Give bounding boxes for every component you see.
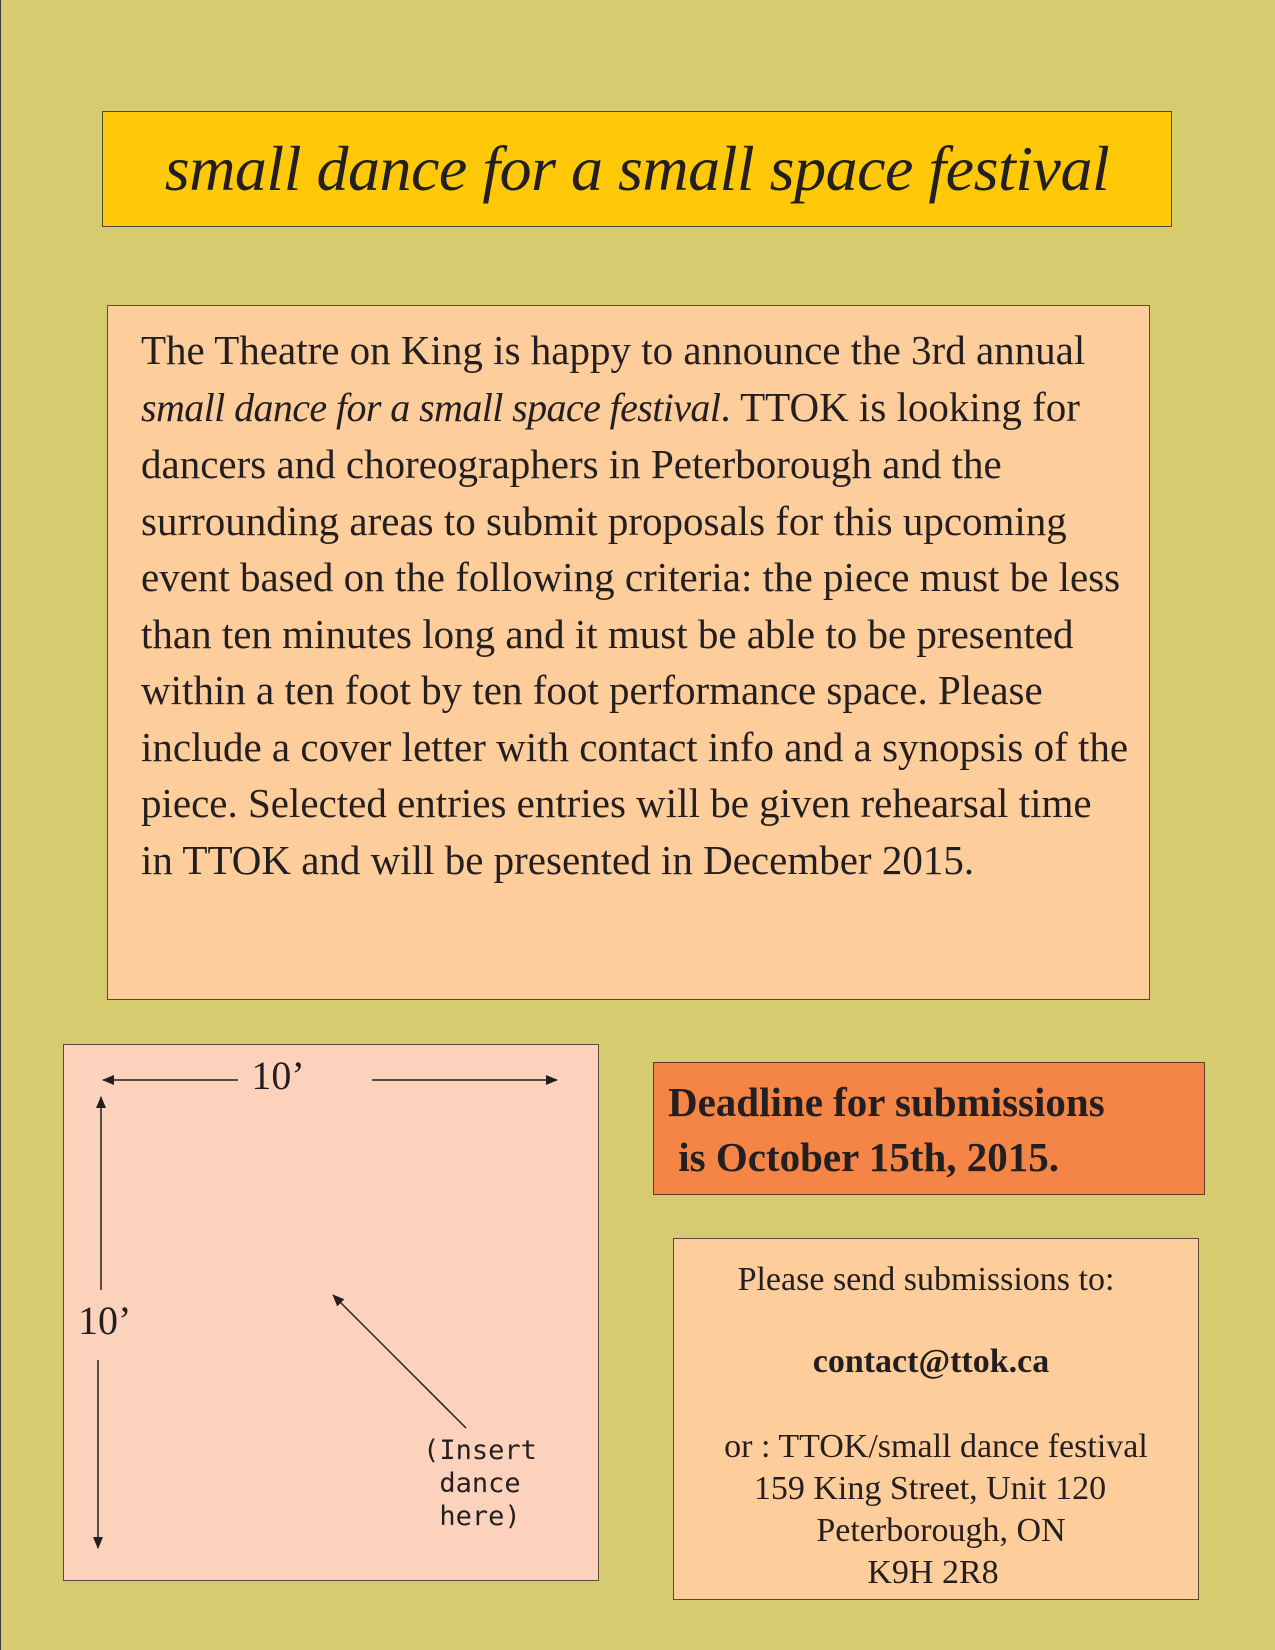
- announcement-body: . TTOK is looking for dancers and choreographers in Peterborough and the surrounding areas to submit proposals for this upcoming event based on the following criteria: the piece must be less than ten minutes long and it must be able to be presented within a ten foot by ten foot performance space. Please include a cover letter with contact info and a synopsis of the piece. Selected entries entries will be given rehearsal time in TTOK and will be presented in December 2015.: [141, 383, 1129, 883]
- contact-prompt: Please send submissions to:: [737, 1261, 1115, 1298]
- insert-note-line: (Insert: [423, 1435, 537, 1466]
- announcement-festival-name: small dance for a small space festival: [141, 384, 721, 430]
- height-dimension-label: 10’: [78, 1298, 132, 1343]
- address-line: 159 King Street, Unit 120: [753, 1470, 1107, 1507]
- insert-dance-note: [410, 1434, 550, 1533]
- deadline-text: [668, 1075, 1204, 1185]
- insert-note-line: dance: [439, 1468, 521, 1499]
- announcement-intro: The Theatre on King is happy to announce the 3rd annual: [141, 327, 1086, 373]
- width-dimension-label: 10’: [238, 1052, 318, 1099]
- address-line: or : TTOK/small dance festival: [724, 1428, 1148, 1465]
- insert-pointer-arrow: [333, 1295, 466, 1428]
- contact-box: [673, 1238, 1199, 1600]
- address-line: K9H 2R8: [867, 1554, 999, 1591]
- address-line: Peterborough, ON: [816, 1512, 1066, 1549]
- deadline-line: is October 15th, 2015.: [668, 1134, 1060, 1180]
- contact-email[interactable]: contact@ttok.ca: [812, 1343, 1050, 1380]
- deadline-box: [653, 1062, 1205, 1195]
- insert-note-line: here): [439, 1501, 521, 1532]
- deadline-line: Deadline for submissions: [668, 1079, 1105, 1125]
- festival-title: small dance for a small space festival: [164, 133, 1110, 204]
